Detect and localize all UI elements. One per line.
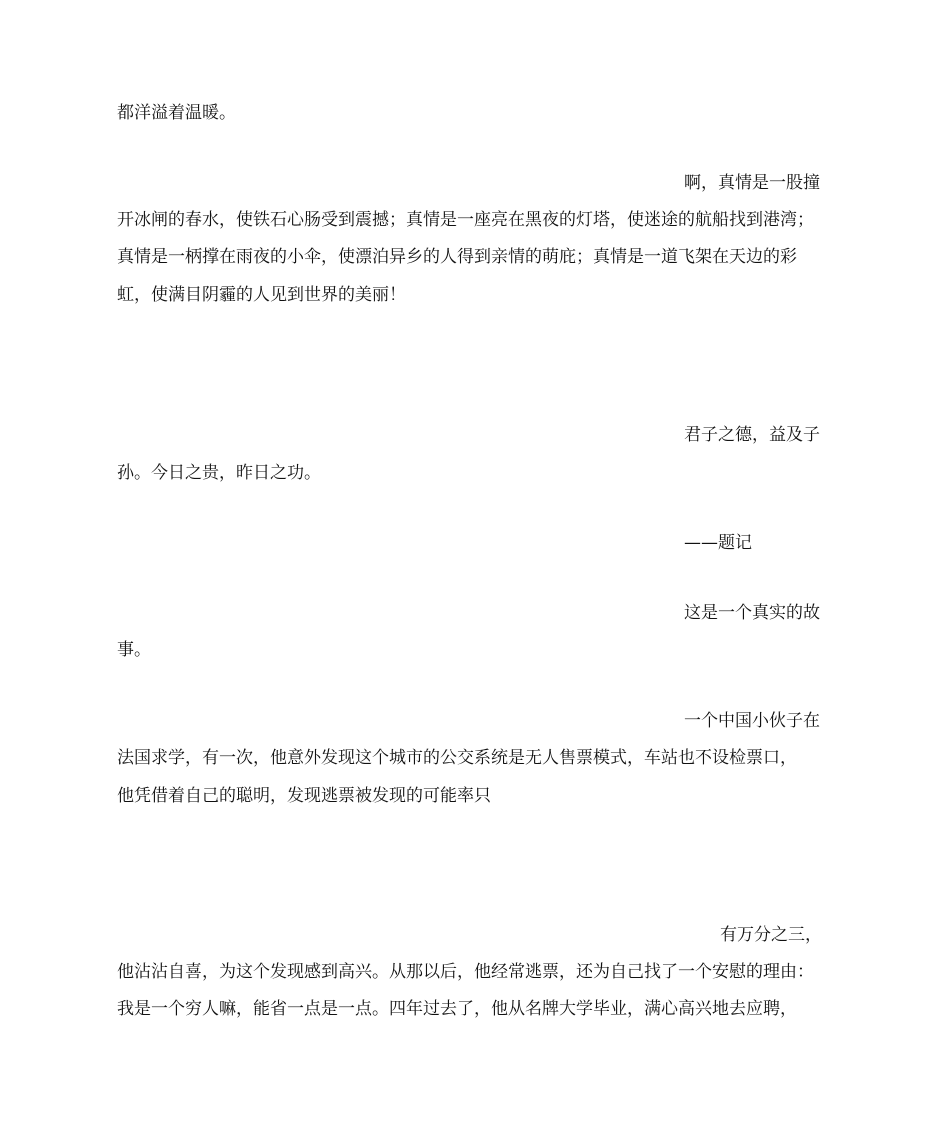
text-line: 虹，使满目阴霾的人见到世界的美丽！	[117, 285, 406, 305]
text-line: 啊，真情是一股撞	[684, 173, 820, 193]
text-line: 这是一个真实的故	[684, 603, 820, 623]
text-line: 法国求学，有一次，他意外发现这个城市的公交系统是无人售票模式，车站也不设检票口，	[117, 748, 797, 768]
text-line: 我是一个穷人嘛，能省一点是一点。四年过去了，他从名牌大学毕业，满心高兴地去应聘，	[117, 999, 797, 1019]
text-line: 开冰闸的春水，使铁石心肠受到震撼；真情是一座亮在黑夜的灯塔，使迷途的航船找到港湾；	[117, 210, 814, 230]
text-line: 事。	[117, 640, 151, 660]
epigraph-attribution: ——题记	[684, 533, 752, 553]
text-line: 君子之德，益及子	[684, 425, 820, 445]
text-line: 他沾沾自喜，为这个发现感到高兴。从那以后，他经常逃票，还为自己找了一个安慰的理由：	[117, 962, 814, 982]
text-line: 真情是一柄撑在雨夜的小伞，使漂泊异乡的人得到亲情的萌庇；真情是一道飞架在天边的彩	[117, 247, 797, 267]
text-line: 都洋溢着温暖。	[117, 103, 236, 123]
text-line: 孙。今日之贵，昨日之功。	[117, 463, 321, 483]
text-line: 他凭借着自己的聪明，发现逃票被发现的可能率只	[117, 786, 491, 806]
text-line: 有万分之三，	[720, 925, 822, 945]
text-line: 一个中国小伙子在	[684, 711, 820, 731]
